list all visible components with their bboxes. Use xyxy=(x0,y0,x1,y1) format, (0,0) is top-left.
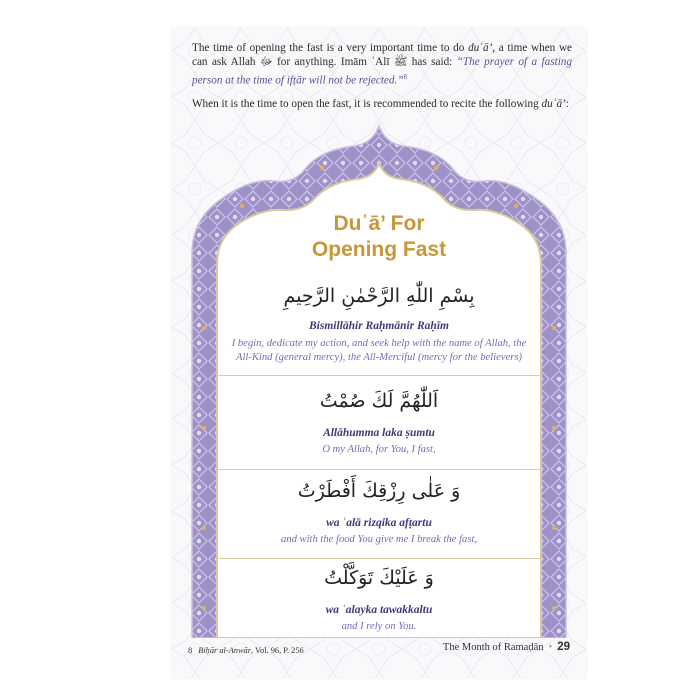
book-section-title: The Month of Ramaḍān xyxy=(442,642,544,653)
dua-4-translation: and I rely on You. xyxy=(341,621,417,632)
dua-3-translation: and with the food You give me I break the fast, xyxy=(280,534,478,545)
dua-4-arabic: وَ عَلَيْكَ تَوَكَّلْتُ xyxy=(324,567,434,589)
dua-1-translation-line-1: I begin, dedicate my action, and seek help with the name of Allah, the xyxy=(231,338,527,349)
divider xyxy=(216,558,542,559)
divider xyxy=(216,375,542,376)
dua-4-transliteration: wa ʿalayka tawakkaltu xyxy=(325,604,433,616)
running-footer xyxy=(443,641,570,653)
divider xyxy=(216,469,542,470)
footnote: 8 Biḥār al-Anwār, Vol. 96, P. 256 xyxy=(188,646,304,655)
dua-2-arabic: اَللّٰهُمَّ لَكَ صُمْتُ xyxy=(319,390,439,412)
dua-title-line-2: Opening Fast xyxy=(311,238,447,261)
page-number: 29 xyxy=(557,641,570,653)
dua-2-transliteration: Allāhumma laka ṣumtu xyxy=(323,427,435,439)
dua-3-arabic: وَ عَلٰى رِزْقِكَ أَفْطَرْتُ xyxy=(297,480,461,502)
intro-paragraph-2: When it is the time to open the fast, it is recommended to recite the following duʿā’: xyxy=(192,97,569,110)
dua-title-line-1: Duʿā’ For xyxy=(333,212,425,235)
dua-2-translation: O my Allah, for You, I fast, xyxy=(322,444,436,455)
bullet-icon: • xyxy=(548,642,553,653)
intro-paragraph-1: The time of opening the fast is a very important time to do duʿā’, a time when we can ask Allah ﷻ for anything. Imām ʿAlī ﷺ has said: “The prayer of a fasting person at the time of ifṭār will not be rejected.”$^8$ xyxy=(192,42,572,87)
dua-1-transliteration: Bismillāhir Raḥmānir Raḥīm xyxy=(309,320,449,332)
dua-1-arabic: بِسْمِ اللّٰهِ الرَّحْمٰنِ الرَّحِيمِ xyxy=(283,285,475,307)
dua-3-transliteration: wa ʿalā rizqika afṭartu xyxy=(326,517,432,529)
dua-1-translation-line-2: All-Kind (general mercy), the All-Merciful (mercy for the believers) xyxy=(235,352,523,363)
book-page xyxy=(172,28,586,678)
